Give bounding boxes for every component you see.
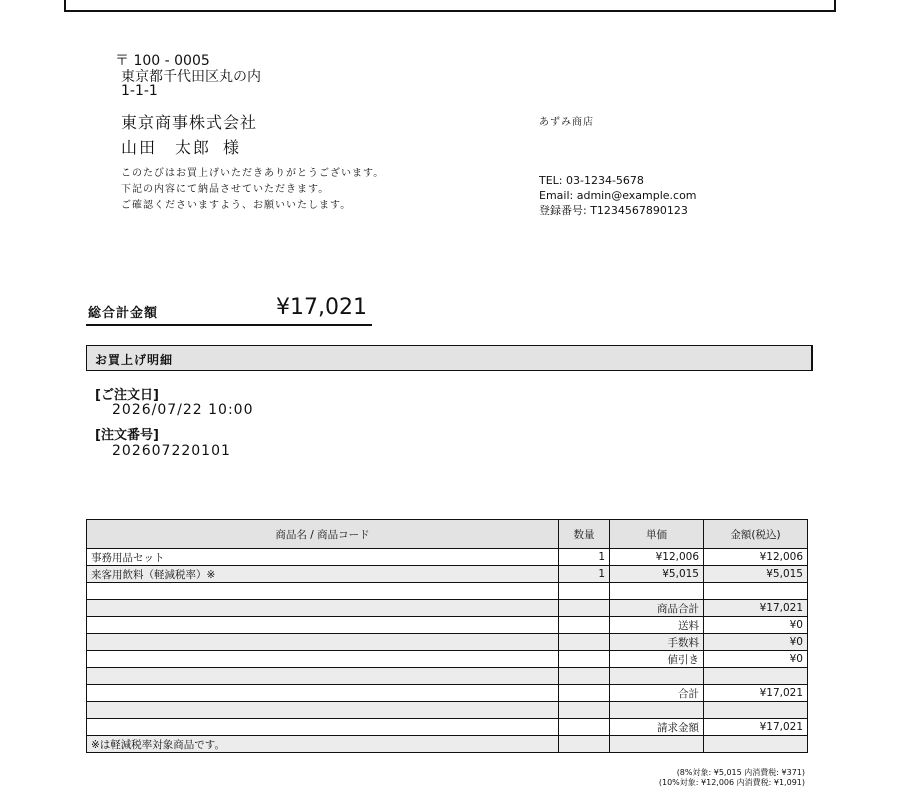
sender-contact — [539, 173, 697, 218]
order-number-label: [注文番号] — [95, 428, 159, 443]
tax-note-10: (10%対象: ¥12,006 内消費税: ¥1,091) — [658, 778, 805, 787]
header-box — [64, 0, 836, 12]
cell-amount: ¥17,021 — [704, 685, 808, 702]
greeting-line: ご確認くださいますよう、お願いいたします。 — [121, 200, 352, 211]
cell-summary-label: 商品合計 — [610, 600, 704, 617]
items-table — [86, 519, 808, 753]
cell-quantity: 1 — [559, 549, 610, 566]
greeting-text — [121, 166, 384, 214]
cell-summary-label: 値引き — [610, 651, 704, 668]
cell-summary-label — [610, 736, 704, 753]
header-product: 商品名 / 商品コード — [87, 520, 559, 549]
cell-quantity — [559, 702, 610, 719]
cell-product — [87, 719, 559, 736]
cell-amount: ¥0 — [704, 634, 808, 651]
sender-tel: TEL: 03-1234-5678 — [539, 174, 644, 187]
cell-amount: ¥0 — [704, 617, 808, 634]
cell-summary-label: 合計 — [610, 685, 704, 702]
table-row — [87, 685, 808, 702]
table-row — [87, 617, 808, 634]
shop-name: あずみ商店 — [539, 117, 594, 128]
cell-quantity: 1 — [559, 566, 610, 583]
greeting-line: 下記の内容にて納品させていただきます。 — [121, 184, 330, 195]
cell-product — [87, 685, 559, 702]
cell-amount: ¥17,021 — [704, 719, 808, 736]
greeting-line: このたびはお買上げいただきありがとうございます。 — [121, 168, 385, 179]
cell-amount — [704, 583, 808, 600]
order-date-value: 2026/07/22 10:00 — [112, 402, 254, 418]
total-label: 総合計金額 — [88, 306, 159, 321]
header-amount: 金額(税込) — [704, 520, 808, 549]
cell-amount — [704, 736, 808, 753]
cell-quantity — [559, 651, 610, 668]
cell-product — [87, 583, 559, 600]
cell-summary-label: 手数料 — [610, 634, 704, 651]
cell-amount — [704, 702, 808, 719]
cell-product: 事務用品セット — [87, 549, 559, 566]
cell-amount: ¥17,021 — [704, 600, 808, 617]
table-row — [87, 566, 808, 583]
total-value: ¥17,021 — [276, 295, 367, 320]
cell-quantity — [559, 736, 610, 753]
cell-amount: ¥0 — [704, 651, 808, 668]
postal-code: 〒 100 - 0005 — [115, 53, 210, 69]
cell-amount: ¥5,015 — [704, 566, 808, 583]
cell-product — [87, 651, 559, 668]
table-row — [87, 736, 808, 753]
cell-footnote: ※は軽減税率対象商品です。 — [87, 736, 559, 753]
cell-amount: ¥12,006 — [704, 549, 808, 566]
cell-quantity — [559, 634, 610, 651]
cell-product: 来客用飲料（軽減税率）※ — [87, 566, 559, 583]
section-header — [86, 345, 813, 371]
table-row — [87, 651, 808, 668]
cell-quantity — [559, 600, 610, 617]
address-line-2: 1-1-1 — [121, 83, 158, 99]
header-unit-price: 単価 — [610, 520, 704, 549]
recipient-name-block — [121, 135, 241, 158]
cell-product — [87, 600, 559, 617]
table-row — [87, 583, 808, 600]
total-underline — [86, 324, 372, 326]
cell-summary-label — [610, 702, 704, 719]
cell-product — [87, 702, 559, 719]
cell-product — [87, 634, 559, 651]
cell-summary-label — [610, 668, 704, 685]
cell-quantity — [559, 617, 610, 634]
honorific: 様 — [223, 138, 242, 157]
sender-registration: 登録番号: T1234567890123 — [539, 204, 688, 217]
table-header-row — [87, 520, 808, 549]
address-line-1: 東京都千代田区丸の内 — [121, 69, 261, 85]
cell-unit-price: ¥12,006 — [610, 549, 704, 566]
table-row — [87, 719, 808, 736]
cell-summary-label: 請求金額 — [610, 719, 704, 736]
order-date-label: [ご注文日] — [95, 388, 159, 403]
cell-summary-label: 送料 — [610, 617, 704, 634]
cell-quantity — [559, 668, 610, 685]
table-row — [87, 634, 808, 651]
table-row — [87, 668, 808, 685]
sender-email: Email: admin@example.com — [539, 189, 697, 202]
table-row — [87, 702, 808, 719]
recipient-company: 東京商事株式会社 — [121, 113, 258, 132]
order-number-value: 202607220101 — [112, 443, 231, 459]
cell-amount — [704, 668, 808, 685]
cell-quantity — [559, 583, 610, 600]
cell-quantity — [559, 719, 610, 736]
cell-unit-price — [610, 583, 704, 600]
recipient-name: 山田 太郎 — [121, 138, 212, 157]
cell-product — [87, 617, 559, 634]
table-row — [87, 600, 808, 617]
section-title: お買上げ明細 — [95, 353, 174, 367]
cell-quantity — [559, 685, 610, 702]
header-quantity: 数量 — [559, 520, 610, 549]
cell-product — [87, 668, 559, 685]
table-row — [87, 549, 808, 566]
tax-note-8: (8%対象: ¥5,015 内消費税: ¥371) — [676, 768, 805, 777]
cell-unit-price: ¥5,015 — [610, 566, 704, 583]
